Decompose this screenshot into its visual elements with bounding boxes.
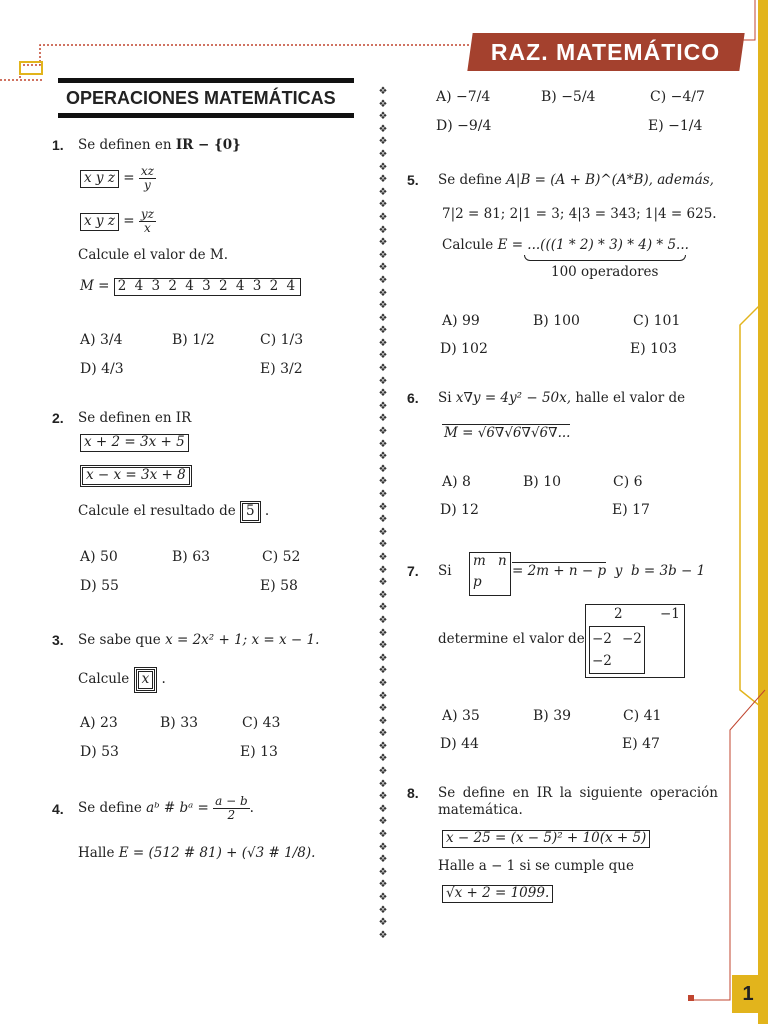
q7-cell-n: n <box>498 553 507 569</box>
question-number: 4. <box>52 801 64 817</box>
q7-matrix-cell: −2 <box>592 631 612 647</box>
q7-ask: determine el valor de <box>438 631 585 647</box>
page-number: 1 <box>732 975 764 1013</box>
q2-option-d[interactable]: D) 55 <box>80 578 119 594</box>
column-separator: ❖ ❖ ❖ ❖ ❖ ❖ ❖ ❖ ❖ ❖ ❖ ❖ ❖ ❖ ❖ ❖ ❖ ❖ ❖ ❖ ❖ ❖ ❖ ❖ ❖ ❖ ❖ ❖ ❖ ❖ ❖ ❖ ❖ ❖ ❖ ❖ ❖ ❖ ❖ ❖ ❖ ❖ ❖ ❖ ❖ ❖ ❖ ❖ ❖ ❖ ❖ ❖ ❖ ❖ ❖ ❖ ❖ ❖ ❖ ❖ ❖ ❖ ❖ ❖ ❖ ❖ ❖ ❖ <box>378 86 388 941</box>
question-number: 1. <box>52 137 64 153</box>
q1-option-d[interactable]: D) 4/3 <box>80 361 124 377</box>
q7-option-d[interactable]: D) 44 <box>440 736 479 752</box>
q1-def1: x y z = $\frac{xz}{y}$ <box>80 165 156 192</box>
q5-ask: Calcule E = ...(((1 * 2) * 3) * 4) * 5... <box>442 237 689 253</box>
q6-definition: Si x∇y = 4y² − 50x, halle el valor de <box>438 390 686 406</box>
q8-intro: Se define en IR la siguiente operación matemática. <box>438 785 718 818</box>
q2-option-b[interactable]: B) 63 <box>172 549 211 565</box>
q6-option-a[interactable]: A) 8 <box>442 474 471 490</box>
q7-cell-p: p <box>473 574 482 590</box>
q7-option-a[interactable]: A) 35 <box>442 708 480 724</box>
q5-option-b[interactable]: B) 100 <box>533 313 580 329</box>
q7-cell-m: m <box>473 553 486 569</box>
q1-option-b[interactable]: B) 1/2 <box>172 332 215 348</box>
q4-option-d[interactable]: D) −9/4 <box>436 118 492 134</box>
q2-option-e[interactable]: E) 58 <box>260 578 298 594</box>
q5-option-e[interactable]: E) 103 <box>630 341 677 357</box>
q2-option-c[interactable]: C) 52 <box>262 549 301 565</box>
question-number: 5. <box>407 172 419 188</box>
q5-option-a[interactable]: A) 99 <box>442 313 480 329</box>
q4-option-a[interactable]: A) −7/4 <box>436 89 491 105</box>
q8-ask: Halle a − 1 si se cumple que <box>438 858 634 874</box>
q3-option-d[interactable]: D) 53 <box>80 744 119 760</box>
q2-def2: x − x = 3x + 8 <box>80 465 192 487</box>
q2-option-a[interactable]: A) 50 <box>80 549 118 565</box>
q3-intro: Se sabe que x = 2x² + 1; x = x − 1. <box>78 632 320 648</box>
q7-matrix-cell: 2 <box>614 606 623 622</box>
q3-option-c[interactable]: C) 43 <box>242 715 281 731</box>
q3-option-a[interactable]: A) 23 <box>80 715 118 731</box>
q8-definition: x − 25 = (x − 5)² + 10(x + 5) <box>442 830 650 848</box>
q1-expression: M = 2 4 3 2 4 3 2 4 3 2 4 <box>80 278 301 296</box>
q5-facts: 7|2 = 81; 2|1 = 3; 4|3 = 343; 1|4 = 625. <box>442 206 717 222</box>
q6-option-b[interactable]: B) 10 <box>523 474 562 490</box>
q4-ask: Halle E = (512 # 81) + (√3 # 1/8). <box>78 845 316 861</box>
q7-option-c[interactable]: C) 41 <box>623 708 662 724</box>
q3-option-b[interactable]: B) 33 <box>160 715 199 731</box>
q4-definition: Se define aᵇ # bᵃ = $\frac{a - b}{2}$ . <box>78 794 254 823</box>
q4-option-e[interactable]: E) −1/4 <box>648 118 703 134</box>
q6-option-d[interactable]: D) 12 <box>440 502 479 518</box>
q2-ask: Calcule el resultado de 5 . <box>78 501 269 523</box>
q4-option-c[interactable]: C) −4/7 <box>650 89 705 105</box>
q7-option-b[interactable]: B) 39 <box>533 708 572 724</box>
question-number: 3. <box>52 632 64 648</box>
q6-expression: M = √6∇√6∇√6∇... <box>444 425 571 441</box>
q3-ask: Calcule x . <box>78 667 166 693</box>
q1-def2: x y z = $\frac{yz}{x}$ <box>80 208 156 235</box>
side-decoration <box>680 300 768 1024</box>
q2-def1: x + 2 = 3x + 5 <box>80 434 189 452</box>
question-number: 6. <box>407 390 419 406</box>
question-number: 2. <box>52 410 64 426</box>
q1-option-c[interactable]: C) 1/3 <box>260 332 304 348</box>
q1-ask: Calcule el valor de M. <box>78 247 229 263</box>
q7-matrix-cell: −2 <box>622 631 642 647</box>
q2-intro: Se definen en IR <box>78 410 192 426</box>
q8-condition: √x + 2 = 1099. <box>442 885 553 903</box>
question-number: 8. <box>407 785 419 801</box>
q6-option-c[interactable]: C) 6 <box>613 474 643 490</box>
q7-intro: Si <box>438 563 452 579</box>
q7-definition: = 2m + n − p y b = 3b − 1 <box>512 563 706 579</box>
q1-option-a[interactable]: A) 3/4 <box>80 332 123 348</box>
q7-matrix-cell: −2 <box>592 653 612 669</box>
q3-option-e[interactable]: E) 13 <box>240 744 278 760</box>
q5-brace-label: 100 operadores <box>551 264 659 280</box>
q7-option-e[interactable]: E) 47 <box>622 736 660 752</box>
q5-option-c[interactable]: C) 101 <box>633 313 681 329</box>
q5-brace <box>524 255 686 261</box>
page-title: OPERACIONES MATEMÁTICAS <box>58 78 354 118</box>
q5-option-d[interactable]: D) 102 <box>440 341 488 357</box>
q1-option-e[interactable]: E) 3/2 <box>260 361 303 377</box>
q1-intro: Se definen en IR − {0} <box>78 137 241 153</box>
q5-definition: Se define A|B = (A + B)^(A*B), además, <box>438 172 714 188</box>
subject-header: RAZ. MATEMÁTICO <box>467 33 744 71</box>
q6-option-e[interactable]: E) 17 <box>612 502 650 518</box>
q4-option-b[interactable]: B) −5/4 <box>541 89 596 105</box>
question-number: 7. <box>407 563 419 579</box>
q7-matrix-cell: −1 <box>660 606 680 622</box>
